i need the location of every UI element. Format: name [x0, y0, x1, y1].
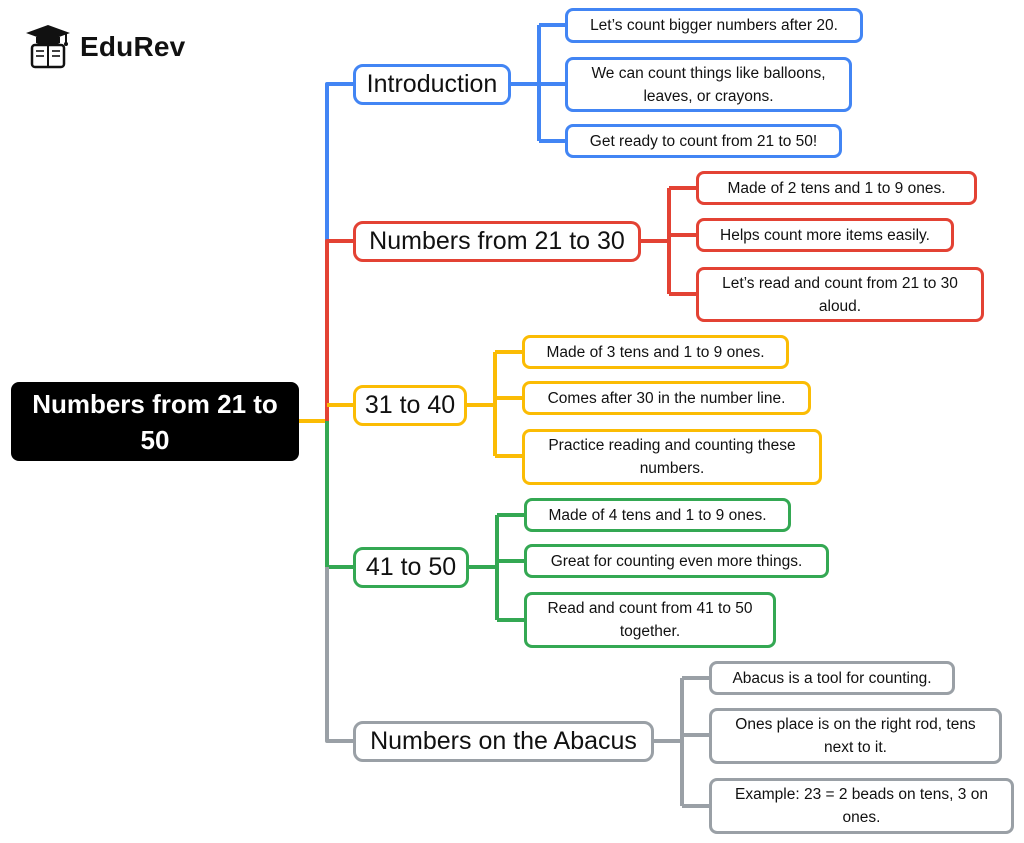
intro-leaf-2: We can count things like balloons, leaves, or crayons.: [565, 57, 852, 112]
trunk-gray: [327, 567, 353, 741]
topic-introduction: Introduction: [353, 64, 511, 105]
root-topic: Numbers from 21 to 50: [11, 382, 299, 461]
abacus-leaf-3: Example: 23 = 2 beads on tens, 3 on ones.: [709, 778, 1014, 834]
n2130-leaf-2: Helps count more items easily.: [696, 218, 954, 252]
brand-logo[interactable]: [22, 22, 185, 72]
trunk-red: [327, 241, 353, 421]
intro-leaf-3: Get ready to count from 21 to 50!: [565, 124, 842, 158]
abacus-leaf-1: Abacus is a tool for counting.: [709, 661, 955, 695]
topic-abacus: Numbers on the Abacus: [353, 721, 654, 762]
intro-leaf-1: Let’s count bigger numbers after 20.: [565, 8, 863, 43]
trunk-green: [327, 421, 353, 567]
n4150-leaf-2: Great for counting even more things.: [524, 544, 829, 578]
trunk-blue: [327, 84, 353, 421]
n4150-leaf-1: Made of 4 tens and 1 to 9 ones.: [524, 498, 791, 532]
n3140-leaf-3: Practice reading and counting these numbers.: [522, 429, 822, 485]
n3140-leaf-2: Comes after 30 in the number line.: [522, 381, 811, 415]
topic-numbers-21-30: Numbers from 21 to 30: [353, 221, 641, 262]
n4150-leaf-3: Read and count from 41 to 50 together.: [524, 592, 776, 648]
topic-31-40: 31 to 40: [353, 385, 467, 426]
n2130-leaf-3: Let’s read and count from 21 to 30 aloud.: [696, 267, 984, 322]
graduate-book-icon: [22, 21, 74, 74]
topic-41-50: 41 to 50: [353, 547, 469, 588]
n3140-leaf-1: Made of 3 tens and 1 to 9 ones.: [522, 335, 789, 369]
abacus-leaf-2: Ones place is on the right rod, tens next to it.: [709, 708, 1002, 764]
n2130-leaf-1: Made of 2 tens and 1 to 9 ones.: [696, 171, 977, 205]
brand-name: EduRev: [80, 31, 186, 62]
